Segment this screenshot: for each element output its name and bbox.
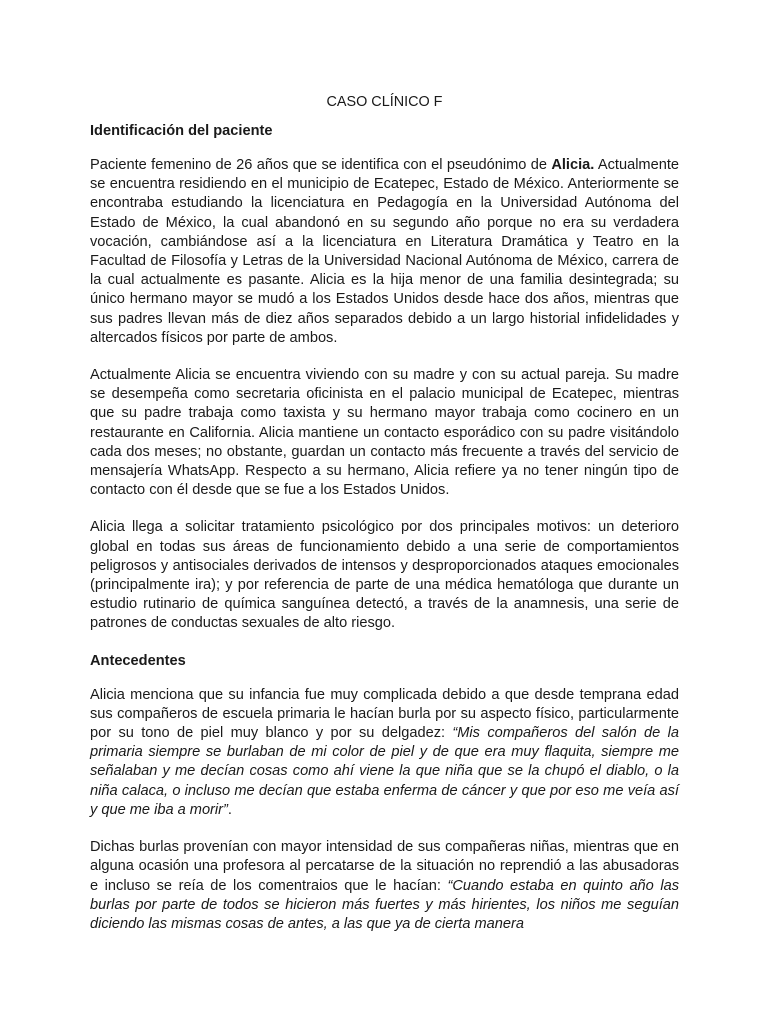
paragraph-text-segment: . [227, 801, 232, 818]
section-heading-identificacion: Identificación del paciente [90, 123, 273, 139]
paragraph-text-segment: Alicia. [551, 157, 595, 173]
paragraph-text-segment: Dichas burlas provenían con mayor intensidad de sus compañeras niñas, mientras que en alguna ocasión una profesora al percatarse de la situación no reprendió a las abusadoras e incluso se reía de los comentraios que le hacían: [90, 839, 679, 894]
paragraph-text-segment: “Cuando estaba en quinto año las burlas por parte de todos se hicieron más fuertes y más hirientes, los niños me seguían diciendo las mismas cosas de antes, a las que ya de cierta manera [90, 877, 679, 932]
paragraph [90, 518, 679, 633]
paragraph-text-segment: Alicia llega a solicitar tratamiento psicológico por dos principales motivos: un deterioro global en todas sus áreas de funcionamiento debido a una serie de comportamientos peligrosos y antisociales derivados de intensos y desproporcionados ataques emocionales (principalmente ira); y por referencia de parte de una médica hematóloga que durante un estudio rutinario de química sanguínea detectó, a través de la anamnesis, una serie de patrones de conductas sexuales de alto riesgo. [90, 519, 679, 632]
paragraph-text-segment: Actualmente se encuentra residiendo en el municipio de Ecatepec, Estado de México. Anteriormente se encontraba estudiando la licenciatura en Pedagogía en la Universidad Autónoma del Estado de México, la cual abandonó en su segundo año porque no era su verdadera vocación, cambiándose así a la licenciatura en Literatura Dramática y Teatro en la Facultad de Filosofía y Letras de la Universidad Nacional Autónoma de México, carrera de la cual actualmente es pasante. Alicia es la hija menor de una familia desintegrada; su único hermano mayor se mudó a los Estados Unidos desde hace dos años, mientras que sus padres llevan más de diez años separados debido a un largo historial infidelidades y altercados físicos por parte de ambos. [90, 157, 679, 346]
paragraph [90, 838, 679, 934]
paragraph [90, 156, 679, 348]
document-title: CASO CLÍNICO F [326, 94, 443, 110]
paragraph [90, 366, 679, 500]
paragraph-text-segment: Alicia menciona que su infancia fue muy complicada debido a que desde temprana edad sus compañeros de escuela primaria le hacían burla por su aspecto físico, particularmente por su tono de piel muy blanco y por su delgadez: [90, 686, 679, 742]
paragraph-text-segment: “Mis compañeros del salón de la primaria siempre se burlaban de mi color de piel y de que era muy flaquita, siempre me señalaban y me decían cosas como ahí viene la que niña que se la chupó el diablo, o la niña calaca, o incluso me decían que estaba enferma de cáncer y que por eso me veía así y que me iba a morir” [90, 725, 679, 818]
paragraph-text-segment: Actualmente Alicia se encuentra viviendo con su madre y con su actual pareja. Su madre se desempeña como secretaria oficinista en el palacio municipal de Ecatepec, mientras que su padre trabaja como taxista y su hermano mayor trabaja como cocinero en un restaurante en California. Alicia mantiene un contacto esporádico con su padre visitándolo cada dos meses; no obstante, guardan un contacto más frecuente a través del servicio de mensajería WhatsApp. Respecto a su hermano, Alicia refiere ya no tener ningún tipo de contacto con él desde que se fue a los Estados Unidos. [90, 367, 679, 499]
paragraph-text-segment: Paciente femenino de 26 años que se identifica con el pseudónimo de [90, 157, 552, 173]
section-heading-antecedentes: Antecedentes [90, 652, 186, 669]
paragraph [90, 686, 679, 820]
